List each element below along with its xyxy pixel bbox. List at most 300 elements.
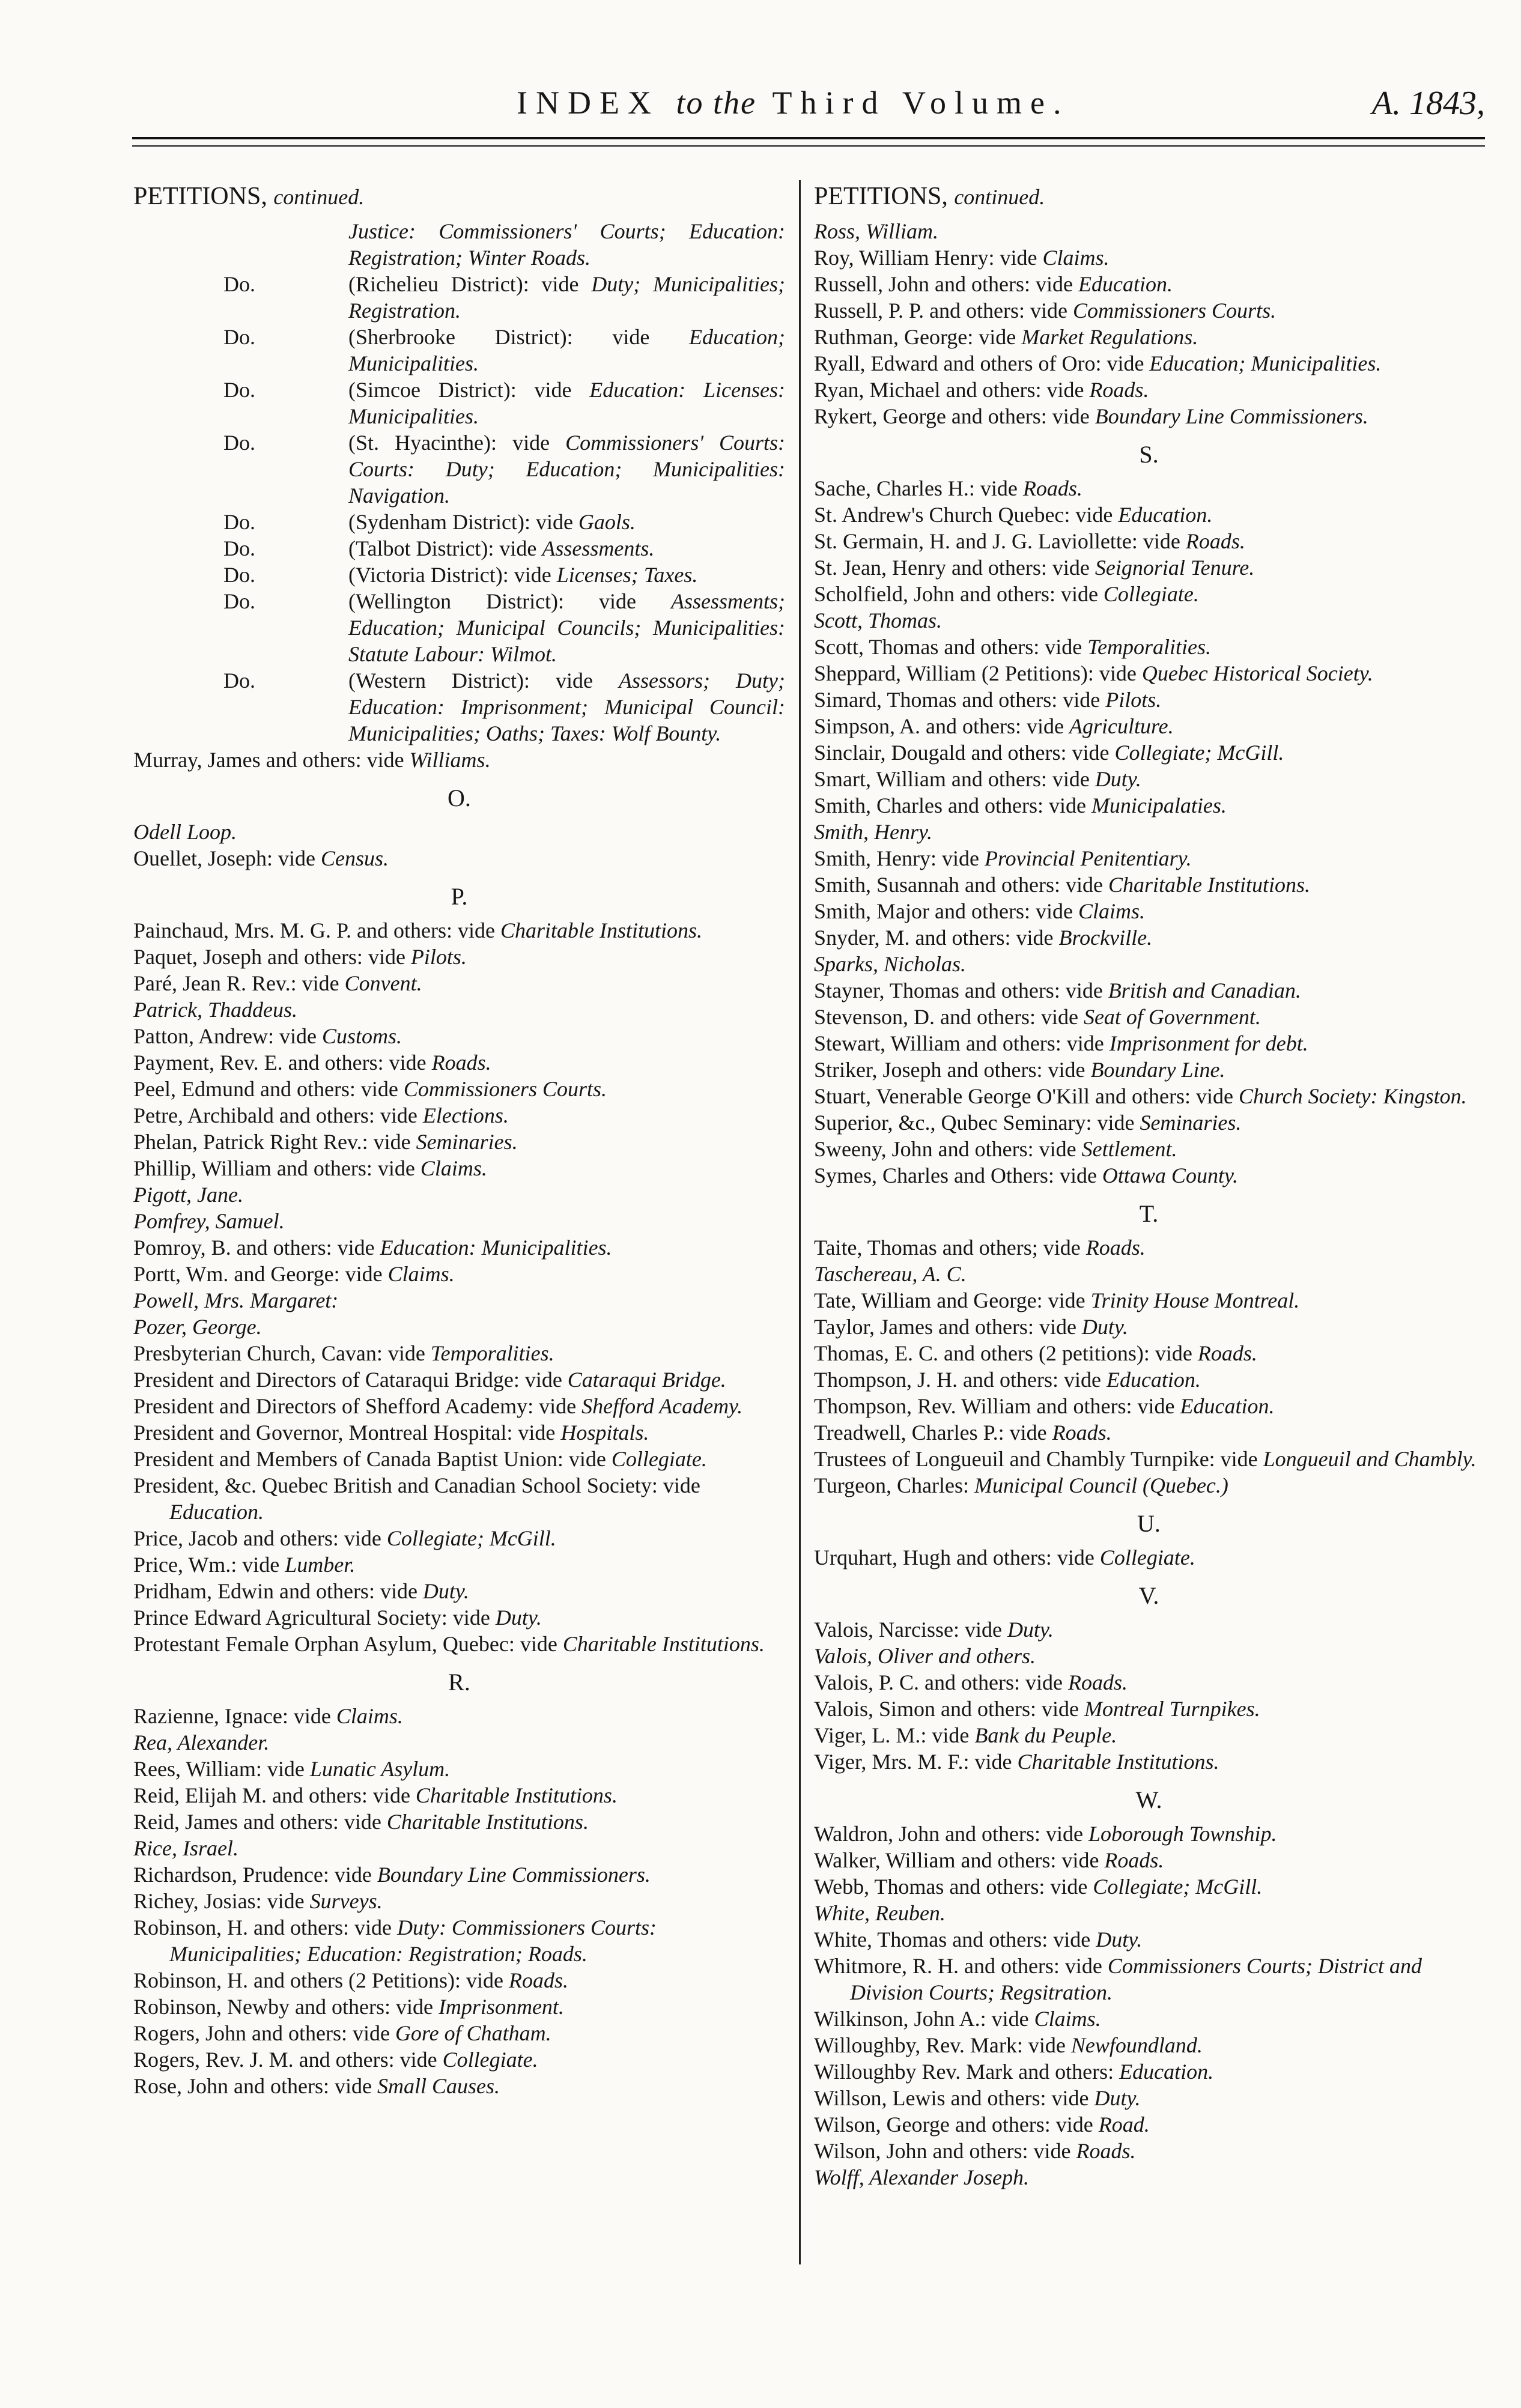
entry-reference: Seminaries. xyxy=(416,1130,518,1154)
entry-name: Taylor, James and others: vide xyxy=(814,1315,1082,1339)
entry-reference: Duty. xyxy=(495,1606,542,1630)
entry-reference: Roads. xyxy=(1022,476,1082,500)
index-entry xyxy=(133,1551,785,1578)
index-entry xyxy=(133,1631,785,1657)
index-entry xyxy=(133,1234,785,1261)
district-entry xyxy=(133,509,785,535)
entry-reference: Duty. xyxy=(1094,767,1141,791)
entry-name: Rees, William: vide xyxy=(133,1757,310,1781)
ditto-label: Do. xyxy=(223,378,255,402)
index-entry xyxy=(814,977,1484,1004)
entry-name: Snyder, M. and others: vide xyxy=(814,926,1059,950)
index-entry xyxy=(814,528,1484,554)
volume-word: Third Volume. xyxy=(772,85,1070,121)
entry-name: Thompson, J. H. and others: vide xyxy=(814,1368,1107,1392)
entry-name: Ouellet, Joseph: vide xyxy=(133,846,321,870)
entry-reference: Pigott, Jane. xyxy=(133,1183,243,1207)
entry-name: President and Directors of Cataraqui Bridge: vide xyxy=(133,1368,568,1392)
entry-name: St. Germain, H. and J. G. Laviollette: vide xyxy=(814,529,1186,553)
index-entry xyxy=(814,1030,1484,1057)
index-entry xyxy=(814,1419,1484,1446)
entry-name: Scholfield, John and others: vide xyxy=(814,582,1104,606)
index-entry xyxy=(814,924,1484,951)
entry-reference: Pozer, George. xyxy=(133,1315,262,1339)
district-entry xyxy=(133,324,785,377)
entry-reference: Education. xyxy=(1078,272,1173,296)
entry-reference: Settlement. xyxy=(1081,1137,1177,1161)
index-entry xyxy=(814,819,1484,845)
entry-reference: Duty. xyxy=(1081,1315,1128,1339)
index-entry xyxy=(814,1393,1484,1419)
index-entry xyxy=(814,1261,1484,1287)
index-entry xyxy=(133,1366,785,1393)
entry-reference: Boundary Line Commissioners. xyxy=(377,1863,651,1887)
index-entry xyxy=(133,1861,785,1888)
entry-reference: Pomfrey, Samuel. xyxy=(133,1209,285,1233)
index-entry xyxy=(133,1419,785,1446)
entry-reference: Roads. xyxy=(1104,1848,1164,1872)
district-name: (Sherbrooke District): vide xyxy=(348,325,690,349)
index-entry xyxy=(133,944,785,970)
entry-name: Simpson, A. and others: vide xyxy=(814,714,1069,738)
entry-reference: Roads. xyxy=(1076,2139,1136,2163)
entry-reference: Boundary Line Commissioners. xyxy=(1094,404,1368,428)
entry-reference: Montreal Turnpikes. xyxy=(1084,1697,1260,1721)
entry-reference: Charitable Institutions. xyxy=(386,1810,589,1834)
entry-reference: Provincial Penitentiary. xyxy=(984,846,1192,870)
entry-name: Symes, Charles and Others: vide xyxy=(814,1163,1102,1187)
entry-reference: Pilots. xyxy=(410,945,467,969)
index-entry xyxy=(814,1109,1484,1136)
entry-reference: Collegiate; McGill. xyxy=(1093,1875,1263,1899)
index-entry xyxy=(814,1953,1484,2006)
index-entry xyxy=(133,1809,785,1835)
entry-reference: Ross, William. xyxy=(814,219,939,243)
entry-name: Pomroy, B. and others: vide xyxy=(133,1236,380,1260)
index-entry xyxy=(814,660,1484,687)
entry-name: Stewart, William and others: vide xyxy=(814,1031,1110,1055)
index-entry-murray: Murray, James and others: vide Williams. xyxy=(133,748,491,772)
index-entry xyxy=(133,1181,785,1208)
entry-name: Treadwell, Charles P.: vide xyxy=(814,1421,1052,1445)
index-entry xyxy=(814,475,1484,502)
entry-reference: Rea, Alexander. xyxy=(133,1730,270,1754)
entry-reference: Imprisonment. xyxy=(438,1995,564,2019)
right-top-entries xyxy=(814,218,1484,429)
index-entry xyxy=(133,917,785,944)
entry-reference: Newfoundland. xyxy=(1070,2033,1203,2057)
district-name: (Sydenham District): vide xyxy=(348,510,578,534)
district-name: (Simcoe District): vide xyxy=(348,378,590,402)
entry-name: Viger, L. M.: vide xyxy=(814,1723,975,1747)
entry-reference: Seminaries. xyxy=(1140,1111,1242,1135)
entry-reference: Odell Loop. xyxy=(133,820,237,844)
entry-name: Thomas, E. C. and others (2 petitions): vide xyxy=(814,1341,1198,1365)
header-rule-thick xyxy=(132,137,1485,139)
entry-reference: Collegiate; McGill. xyxy=(1114,741,1284,765)
index-entry xyxy=(814,845,1484,872)
entry-reference: Church Society: Kingston. xyxy=(1238,1084,1467,1108)
entry-name: Payment, Rev. E. and others: vide xyxy=(133,1051,432,1075)
entry-name: President, &c. Quebec British and Canadian School Society: vide xyxy=(133,1473,700,1497)
left-sections xyxy=(133,784,785,2099)
entry-reference: Roads. xyxy=(1052,1421,1112,1445)
entry-name: President and Members of Canada Baptist Union: vide xyxy=(133,1447,612,1471)
entry-reference: Boundary Line. xyxy=(1090,1058,1225,1082)
left-column xyxy=(133,180,785,2099)
ditto-label: Do. xyxy=(223,272,255,296)
entry-reference: Education. xyxy=(1118,503,1213,527)
index-entry xyxy=(814,1340,1484,1366)
index-entry xyxy=(814,739,1484,766)
entry-name: Webb, Thomas and others: vide xyxy=(814,1875,1093,1899)
entry-name: Russell, John and others: vide xyxy=(814,272,1078,296)
entry-reference: Seignorial Tenure. xyxy=(1094,556,1255,580)
district-entry xyxy=(133,562,785,588)
index-entry xyxy=(814,1926,1484,1953)
entry-reference: Charitable Institutions. xyxy=(1017,1750,1219,1774)
index-entry xyxy=(814,634,1484,660)
district-entries xyxy=(133,271,785,747)
entry-name: Waldron, John and others: vide xyxy=(814,1822,1089,1846)
entry-reference: Patrick, Thaddeus. xyxy=(133,998,297,1022)
entry-reference: Education. xyxy=(1106,1368,1201,1392)
entry-reference: Education: Licenses: Municipalities. xyxy=(348,378,785,428)
entry-name: Rogers, John and others: vide xyxy=(133,2021,395,2045)
entry-reference: Charitable Institutions. xyxy=(500,918,702,942)
entry-name: Wilson, George and others: vide xyxy=(814,2112,1099,2137)
entry-reference: Smith, Henry. xyxy=(814,820,932,844)
entry-reference: Gore of Chatham. xyxy=(395,2021,551,2045)
entry-reference: Assessments. xyxy=(542,536,655,560)
index-entry xyxy=(814,872,1484,898)
entry-reference: Duty. xyxy=(1094,2086,1141,2110)
index-entry xyxy=(133,1782,785,1809)
entry-reference: Claims. xyxy=(387,1262,455,1286)
entry-reference: Lunatic Asylum. xyxy=(309,1757,451,1781)
entry-name: Stuart, Venerable George O'Kill and others: vide xyxy=(814,1084,1239,1108)
index-entry xyxy=(133,1102,785,1129)
index-entry xyxy=(814,713,1484,739)
entry-reference: Collegiate. xyxy=(442,2048,538,2072)
entry-reference: Education: Municipalities. xyxy=(380,1236,612,1260)
entry-name: Richardson, Prudence: vide xyxy=(133,1863,377,1887)
entry-name: Sweeny, John and others: vide xyxy=(814,1137,1082,1161)
entry-name: Thompson, Rev. William and others: vide xyxy=(814,1394,1180,1418)
entry-name: Walker, William and others: vide xyxy=(814,1848,1105,1872)
entry-reference: Education. xyxy=(1180,1394,1275,1418)
entry-reference: Duty; Municipalities; Registration. xyxy=(348,272,785,323)
entry-reference: Powell, Mrs. Margaret: xyxy=(133,1288,339,1312)
index-entry xyxy=(133,2073,785,2099)
index-entry xyxy=(133,845,785,872)
entry-reference: Collegiate. xyxy=(611,1447,707,1471)
entry-name: Painchaud, Mrs. M. G. P. and others: vide xyxy=(133,918,500,942)
entry-reference: Commissioners' Courts: Courts: Duty; Education; Municipalities: Navigation. xyxy=(348,431,786,508)
index-entry xyxy=(814,1472,1484,1499)
index-entry xyxy=(814,607,1484,634)
column-divider xyxy=(799,180,801,2264)
entry-reference: Education. xyxy=(169,1500,264,1524)
district-name: (Talbot District): vide xyxy=(348,536,542,560)
entry-name: Sheppard, William (2 Petitions): vide xyxy=(814,661,1142,685)
entry-name: Price, Wm.: vide xyxy=(133,1553,285,1577)
index-entry xyxy=(133,1888,785,1914)
section-letter: W. xyxy=(1135,1786,1162,1813)
entry-reference: Trinity House Montreal. xyxy=(1090,1288,1300,1312)
entry-reference: Duty. xyxy=(422,1579,469,1603)
section-letter: S. xyxy=(1139,441,1159,468)
ditto-label: Do. xyxy=(223,669,255,693)
entry-name: Phelan, Patrick Right Rev.: vide xyxy=(133,1130,416,1154)
entry-reference: Ottawa County. xyxy=(1102,1163,1238,1187)
entry-reference: Assessments; Education; Municipal Councils; Municipalities: Statute Labour: Wilmot. xyxy=(348,589,785,666)
entry-reference: Charitable Institutions. xyxy=(415,1783,618,1807)
index-entry xyxy=(814,271,1484,297)
ditto-label: Do. xyxy=(223,510,255,534)
header-rule-thin xyxy=(132,145,1485,147)
index-entry xyxy=(814,951,1484,977)
index-entry xyxy=(814,377,1484,403)
entry-name: Taite, Thomas and others; vide xyxy=(814,1236,1086,1260)
section-letter: O. xyxy=(448,784,471,811)
index-entry xyxy=(133,1023,785,1049)
index-entry xyxy=(133,1472,785,1525)
index-entry xyxy=(814,898,1484,924)
entry-name: Ryall, Edward and others of Oro: vide xyxy=(814,351,1150,375)
index-entry xyxy=(814,1446,1484,1472)
entry-name: Robinson, Newby and others: vide xyxy=(133,1995,439,2019)
index-entry xyxy=(814,350,1484,377)
entry-name: Superior, &c., Qubec Seminary: vide xyxy=(814,1111,1140,1135)
entry-reference: Municipal Council (Quebec.) xyxy=(974,1473,1228,1497)
entry-name: Sinclair, Dougald and others: vide xyxy=(814,741,1115,765)
entry-reference: Licenses; Taxes. xyxy=(556,563,698,587)
entry-reference: Charitable Institutions. xyxy=(562,1632,765,1656)
entry-reference: Temporalities. xyxy=(1087,635,1211,659)
index-entry xyxy=(814,1234,1484,1261)
section-letter: V. xyxy=(1138,1582,1159,1609)
entry-name: Stevenson, D. and others: vide xyxy=(814,1005,1084,1029)
entry-name: President and Directors of Shefford Academy: vide xyxy=(133,1394,582,1418)
index-entry xyxy=(133,819,785,845)
index-entry xyxy=(133,1287,785,1314)
index-entry xyxy=(133,1578,785,1604)
index-entry xyxy=(814,581,1484,607)
index-entry xyxy=(814,2058,1484,2085)
entry-name: Rogers, Rev. J. M. and others: vide xyxy=(133,2048,443,2072)
entry-name: Reid, Elijah M. and others: vide xyxy=(133,1783,416,1807)
entry-reference: Duty. xyxy=(1096,1927,1143,1952)
index-entry xyxy=(133,1703,785,1729)
entry-name: Whitmore, R. H. and others: vide xyxy=(814,1954,1108,1978)
index-entry xyxy=(133,1914,785,1967)
entry-reference: Valois, Oliver and others. xyxy=(814,1644,1036,1668)
index-entry xyxy=(133,1129,785,1155)
index-entry xyxy=(814,2085,1484,2111)
index-entry xyxy=(814,1083,1484,1109)
district-entry xyxy=(133,667,785,747)
entry-reference: Wolff, Alexander Joseph. xyxy=(814,2165,1029,2189)
entry-name: Pridham, Edwin and others: vide xyxy=(133,1579,423,1603)
to-the: to the xyxy=(676,85,756,121)
entry-name: Urquhart, Hugh and others: vide xyxy=(814,1545,1100,1569)
entry-reference: Education; Municipalities. xyxy=(1149,351,1382,375)
index-entry xyxy=(814,244,1484,271)
running-title xyxy=(517,84,1070,121)
entry-name: Paquet, Joseph and others: vide xyxy=(133,945,411,969)
entry-reference: Small Causes. xyxy=(377,2074,500,2098)
entry-reference: Claims. xyxy=(1078,899,1145,923)
index-entry xyxy=(133,1340,785,1366)
entry-name: Willoughby, Rev. Mark: vide xyxy=(814,2033,1071,2057)
entry-reference: Claims. xyxy=(1042,246,1110,270)
district-entry xyxy=(133,377,785,429)
index-entry xyxy=(814,324,1484,350)
entry-name: Smart, William and others: vide xyxy=(814,767,1095,791)
page-header xyxy=(0,84,1521,132)
district-name: (Wellington District): vide xyxy=(348,589,672,613)
entry-reference: Education; Municipalities. xyxy=(348,325,785,375)
entry-name: Willoughby Rev. Mark and others: xyxy=(814,2060,1120,2084)
section-letter: T. xyxy=(1139,1200,1159,1227)
entry-reference: Road. xyxy=(1098,2112,1150,2137)
index-entry xyxy=(814,554,1484,581)
index-entry xyxy=(814,2111,1484,2138)
right-sections xyxy=(814,440,1484,2191)
index-entry xyxy=(814,687,1484,713)
entry-name: Price, Jacob and others: vide xyxy=(133,1526,387,1550)
index-entry xyxy=(814,2164,1484,2191)
index-entry xyxy=(814,502,1484,528)
index-entry xyxy=(814,1162,1484,1189)
entry-name: Smith, Charles and others: vide xyxy=(814,793,1091,817)
entry-reference: Hospitals. xyxy=(560,1421,649,1445)
index-entry xyxy=(814,1314,1484,1340)
district-name: (Richelieu District): vide xyxy=(348,272,592,296)
index-entry xyxy=(814,297,1484,324)
index-entry xyxy=(814,1669,1484,1696)
entry-reference: Charitable Institutions. xyxy=(1108,873,1310,897)
index-entry xyxy=(133,1835,785,1861)
entry-name: Reid, James and others: vide xyxy=(133,1810,387,1834)
index-entry xyxy=(133,1261,785,1287)
entry-reference: Collegiate; McGill. xyxy=(386,1526,556,1550)
index-entry xyxy=(133,1314,785,1340)
entry-reference: Quebec Historical Society. xyxy=(1141,661,1373,685)
entry-reference: Claims. xyxy=(1034,2007,1101,2031)
entry-reference: Commissioners Courts. xyxy=(1073,299,1277,323)
entry-reference: Bank du Peuple. xyxy=(974,1723,1117,1747)
entry-reference: Imprisonment for debt. xyxy=(1109,1031,1308,1055)
district-entry xyxy=(133,535,785,562)
section-letter: U. xyxy=(1137,1510,1161,1537)
entry-name: Robinson, H. and others: vide xyxy=(133,1915,397,1939)
entry-reference: Claims. xyxy=(336,1704,403,1728)
index-entry xyxy=(133,1076,785,1102)
district-name: (Western District): vide xyxy=(348,669,619,693)
entry-reference: Roads. xyxy=(1067,1670,1128,1694)
entry-reference: Assessors; Duty; Education: Imprisonment; Municipal Council: Municipalities; Oaths; Taxes: Wolf Bounty. xyxy=(348,669,786,745)
entry-reference: Roads. xyxy=(1197,1341,1257,1365)
left-column-heading: PETITIONS, continued. xyxy=(133,183,365,210)
year-label: A. 1843, xyxy=(1371,85,1485,122)
entry-name: Peel, Edmund and others: vide xyxy=(133,1077,404,1101)
entry-reference: Seat of Government. xyxy=(1083,1005,1261,1029)
entry-reference: Temporalities. xyxy=(430,1341,554,1365)
index-entry xyxy=(133,1155,785,1181)
entry-name: Tate, William and George: vide xyxy=(814,1288,1091,1312)
index-entry xyxy=(133,996,785,1023)
index-entry xyxy=(814,792,1484,819)
entry-reference: Sparks, Nicholas. xyxy=(814,952,967,976)
ditto-label: Do. xyxy=(223,563,255,587)
entry-name: St. Jean, Henry and others: vide xyxy=(814,556,1095,580)
entry-reference: Cataraqui Bridge. xyxy=(567,1368,726,1392)
district-name: (Victoria District): vide xyxy=(348,563,557,587)
index-entry xyxy=(133,2046,785,2073)
index-entry xyxy=(814,766,1484,792)
index-entry xyxy=(814,403,1484,429)
entry-name: Protestant Female Orphan Asylum, Quebec: vide xyxy=(133,1632,563,1656)
entry-reference: Municipalaties. xyxy=(1091,793,1227,817)
entry-name: Scott, Thomas and others: vide xyxy=(814,635,1088,659)
entry-reference: Duty. xyxy=(1007,1618,1054,1642)
entry-name: Roy, William Henry: vide xyxy=(814,246,1043,270)
entry-name: Willson, Lewis and others: vide xyxy=(814,2086,1094,2110)
entry-name: Rose, John and others: vide xyxy=(133,2074,377,2098)
index-entry xyxy=(814,1873,1484,1900)
entry-name: Razienne, Ignace: vide xyxy=(133,1704,336,1728)
entry-name: Smith, Henry: vide xyxy=(814,846,985,870)
entry-reference: Claims. xyxy=(420,1156,487,1180)
right-column xyxy=(814,180,1484,2191)
index-entry xyxy=(814,1900,1484,1926)
index-word: INDEX xyxy=(517,85,660,121)
entry-reference: Roads. xyxy=(431,1051,491,1075)
entry-name: Valois, Narcisse: vide xyxy=(814,1618,1007,1642)
entry-reference: Roads. xyxy=(1085,1236,1146,1260)
entry-name: Robinson, H. and others (2 Petitions): vide xyxy=(133,1968,509,1992)
entry-reference: Roads. xyxy=(1185,529,1245,553)
entry-reference: Collegiate. xyxy=(1099,1545,1195,1569)
entry-reference: Pilots. xyxy=(1105,688,1162,712)
index-entry xyxy=(814,1616,1484,1643)
index-entry xyxy=(133,1756,785,1782)
entry-name: Sache, Charles H.: vide xyxy=(814,476,1023,500)
ditto-label: Do. xyxy=(223,589,255,613)
ditto-label: Do. xyxy=(223,325,255,349)
entry-reference: Lumber. xyxy=(285,1553,356,1577)
index-entry xyxy=(133,1049,785,1076)
entry-reference: Rice, Israel. xyxy=(133,1836,238,1860)
district-entry xyxy=(133,588,785,667)
index-entry xyxy=(133,2020,785,2046)
index-entry xyxy=(814,2032,1484,2058)
index-entry xyxy=(814,1696,1484,1722)
entry-name: Petre, Archibald and others: vide xyxy=(133,1103,423,1127)
entry-reference: British and Canadian. xyxy=(1108,978,1301,1002)
entry-name: Ruthman, George: vide xyxy=(814,325,1022,349)
index-entry xyxy=(814,1748,1484,1775)
right-column-heading: PETITIONS, continued. xyxy=(814,183,1045,210)
entry-name: Presbyterian Church, Cavan: vide xyxy=(133,1341,431,1365)
entry-name: Portt, Wm. and George: vide xyxy=(133,1262,388,1286)
entry-name: Valois, Simon and others: vide xyxy=(814,1697,1084,1721)
entry-name: St. Andrew's Church Quebec: vide xyxy=(814,503,1119,527)
entry-reference: Commissioners Courts. xyxy=(403,1077,607,1101)
index-entry xyxy=(133,1525,785,1551)
